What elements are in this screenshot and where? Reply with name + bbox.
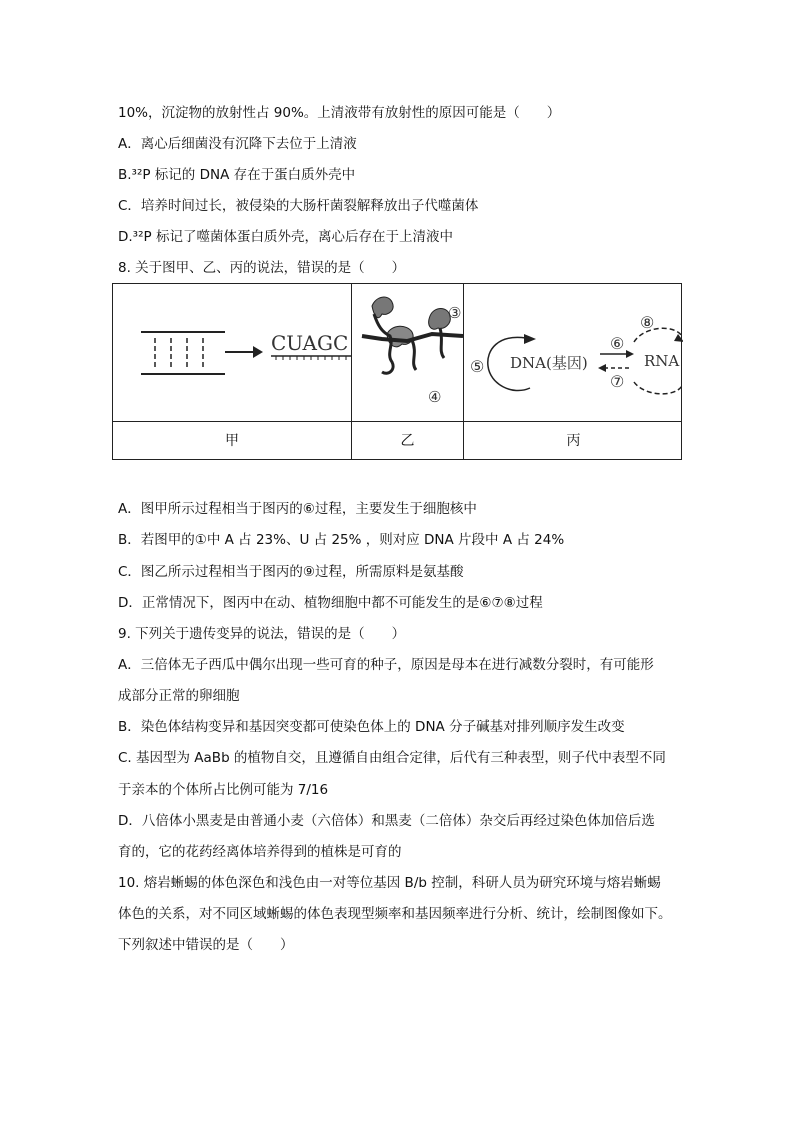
bing-label-6: ⑥ <box>610 334 625 353</box>
q7-option-a: A．离心后细菌没有沉降下去位于上清液 <box>118 136 357 152</box>
q9-option-c-line1: C. 基因型为 AaBb 的植物自交，且遵循自由组合定律，后代有三种表型，则子代中表型不同 <box>118 750 666 766</box>
q10-stem-line2: 体色的关系，对不同区域蜥蜴的体色表现型频率和基因频率进行分析、统计，绘制图像如下。 <box>118 906 672 922</box>
yi-label-4: ④ <box>428 388 442 406</box>
q7-option-b: B.³²P 标记的 DNA 存在于蛋白质外壳中 <box>118 167 356 183</box>
q8-stem: 8. 关于图甲、乙、丙的说法，错误的是（ ） <box>118 260 406 276</box>
figure-yi-translation <box>352 284 463 421</box>
q9-option-c-line2: 于亲本的个体所占比例可能为 7/16 <box>118 782 329 798</box>
q8-option-b: B．若图甲的①中 A 占 23%、U 占 25% ，则对应 DNA 片段中 A 占 24% <box>118 532 565 548</box>
q8-option-d: D．正常情况下，图丙中在动、植物细胞中都不可能发生的是⑥⑦⑧过程 <box>118 595 543 611</box>
figure-bing-central-dogma <box>464 284 683 421</box>
q10-stem-line3: 下列叙述中错误的是（ ） <box>118 937 294 953</box>
q9-option-d-line2: 育的，它的花药经离体培养得到的植株是可育的 <box>118 844 402 860</box>
q8-option-c: C．图乙所示过程相当于图丙的⑨过程，所需原料是氨基酸 <box>118 564 464 580</box>
q9-option-d-line1: D．八倍体小黑麦是由普通小麦（六倍体）和黑麦（二倍体）杂交后再经过染色体加倍后选 <box>118 813 655 829</box>
caption-jia: 甲 <box>225 433 239 449</box>
q7-option-d: D.³²P 标记了噬菌体蛋白质外壳，离心后存在于上清液中 <box>118 229 453 245</box>
q7-stem-continuation: 10%，沉淀物的放射性占 90%。上清液带有放射性的原因可能是（ ） <box>118 105 561 121</box>
bing-dna-gene: DNA(基因) <box>510 354 588 372</box>
q8-option-a: A．图甲所示过程相当于图丙的⑥过程，主要发生于细胞核中 <box>118 501 477 517</box>
bing-rna: RNA <box>644 352 680 370</box>
caption-bing: 丙 <box>566 433 581 449</box>
q9-option-a-line1: A．三倍体无子西瓜中偶尔出现一些可育的种子，原因是母本在进行减数分裂时，有可能形 <box>118 657 654 673</box>
yi-label-3: ③ <box>448 304 462 322</box>
q9-stem: 9. 下列关于遗传变异的说法，错误的是（ ） <box>118 626 406 642</box>
caption-yi: 乙 <box>400 433 415 449</box>
q10-stem-line1: 10. 熔岩蜥蜴的体色深色和浅色由一对等位基因 B/b 控制，科研人员为研究环境与熔岩蜥蜴 <box>118 875 661 891</box>
bing-label-7: ⑦ <box>610 372 625 391</box>
q7-option-c: C．培养时间过长，被侵染的大肠杆菌裂解释放出子代噬菌体 <box>118 198 479 214</box>
bing-label-5: ⑤ <box>470 357 485 376</box>
q8-figure-table <box>112 283 682 460</box>
figure-jia-transcription <box>113 284 351 421</box>
mrna-sequence: CUAGC <box>271 331 349 355</box>
q9-option-a-line2: 成部分正常的卵细胞 <box>118 688 240 704</box>
q9-option-b: B．染色体结构变异和基因突变都可使染色体上的 DNA 分子碱基对排列顺序发生改变 <box>118 719 625 735</box>
bing-label-8: ⑧ <box>640 313 655 332</box>
